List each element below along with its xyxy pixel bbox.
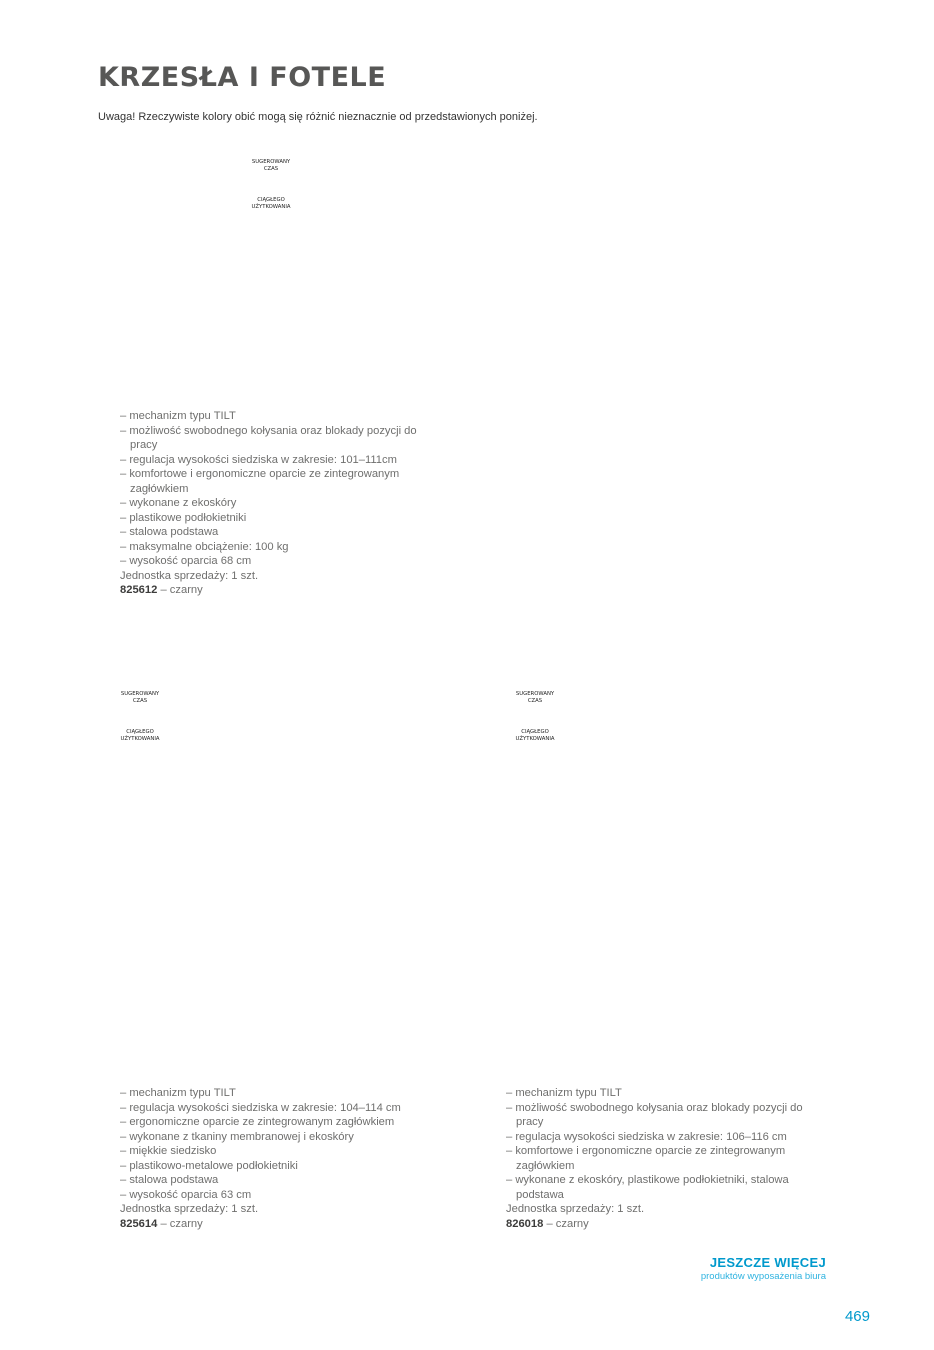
badge-line: UŻYTKOWANIA [120, 736, 160, 742]
feature-item: – plastikowo-metalowe podłokietniki [120, 1159, 298, 1172]
page-number: 469 [844, 1308, 870, 1325]
product-code-line [120, 1217, 440, 1232]
badge-line: CZAS [132, 698, 148, 704]
badge-line: CZAS [527, 698, 543, 704]
product-card-826018 [506, 1086, 811, 1231]
feature-item: – możliwość swobodnego kołysania oraz blokady pozycji do pracy [120, 424, 417, 451]
feature-item: – komfortowe i ergonomiczne oparcie ze zintegrowanym zagłówkiem [120, 468, 400, 495]
badge-line: SUGEROWANY [515, 691, 555, 697]
feature-item: – wysokość oparcia 63 cm [120, 1188, 252, 1201]
sales-unit: Jednostka sprzedaży: 1 szt. [506, 1203, 645, 1215]
sales-unit: Jednostka sprzedaży: 1 szt. [120, 1203, 259, 1215]
product-code: 825614 [120, 1217, 158, 1230]
badge-line: SUGEROWANY [120, 691, 160, 697]
badge-line: CIĄGŁEGO [257, 197, 285, 203]
product-color: – czarny [546, 1217, 589, 1230]
feature-item: – wysokość oparcia 68 cm [120, 555, 252, 567]
badge-line: SUGEROWANY [251, 159, 291, 165]
feature-list [120, 409, 420, 569]
page-title: KRZESŁA I FOTELE [98, 62, 387, 93]
product-color: – czarny [160, 1217, 203, 1230]
more-products-link[interactable] [701, 1255, 826, 1282]
feature-item: – miękkie siedzisko [120, 1145, 217, 1157]
feature-list [506, 1086, 811, 1202]
product-code-line [120, 583, 420, 598]
feature-item: – regulacja wysokości siedziska w zakresie: 101–111cm [120, 453, 397, 466]
more-products-subtitle: produktów wyposażenia biura [700, 1271, 826, 1282]
feature-item: – wykonane z tkaniny membranowej i ekoskóry [120, 1130, 354, 1143]
usage-time-badge [105, 691, 175, 743]
feature-item: – maksymalne obciążenie: 100 kg [120, 540, 289, 553]
feature-item: – regulacja wysokości siedziska w zakresie: 104–114 cm [120, 1101, 401, 1114]
product-card-825612 [120, 409, 420, 598]
product-code: 826018 [506, 1217, 544, 1230]
feature-item: – plastikowe podłokietniki [120, 511, 247, 524]
feature-item: – możliwość swobodnego kołysania oraz blokady pozycji do pracy [506, 1101, 803, 1128]
feature-item: – mechanizm typu TILT [120, 1087, 236, 1099]
product-code: 825612 [120, 584, 158, 596]
feature-item: – mechanizm typu TILT [120, 410, 236, 422]
usage-time-badge [236, 159, 306, 211]
product-code-line [506, 1217, 811, 1232]
badge-line: CIĄGŁEGO [521, 729, 549, 735]
feature-item: – wykonane z ekoskóry [120, 497, 237, 509]
feature-item: – ergonomiczne oparcie ze zintegrowanym zagłówkiem [120, 1116, 395, 1128]
badge-line: UŻYTKOWANIA [515, 736, 555, 742]
feature-item: – stalowa podstawa [120, 1174, 219, 1186]
product-card-825614 [120, 1086, 440, 1231]
feature-item: – stalowa podstawa [120, 526, 219, 538]
feature-item: – regulacja wysokości siedziska w zakresie: 106–116 cm [506, 1130, 787, 1143]
sales-unit: Jednostka sprzedaży: 1 szt. [120, 569, 259, 582]
product-color: – czarny [160, 584, 203, 596]
badge-line: CZAS [263, 166, 279, 172]
badge-line: UŻYTKOWANIA [251, 204, 291, 210]
feature-item: – mechanizm typu TILT [506, 1087, 622, 1099]
feature-list [120, 1086, 440, 1202]
color-disclaimer: Uwaga! Rzeczywiste kolory obić mogą się różnić nieznacznie od przedstawionych poniżej. [98, 111, 538, 123]
badge-line: CIĄGŁEGO [126, 729, 154, 735]
feature-item: – wykonane z ekoskóry, plastikowe podłokietniki, stalowa podstawa [506, 1174, 789, 1201]
more-products-title: JESZCZE WIĘCEJ [709, 1255, 826, 1270]
feature-item: – komfortowe i ergonomiczne oparcie ze zintegrowanym zagłówkiem [506, 1145, 786, 1172]
usage-time-badge [500, 691, 570, 743]
